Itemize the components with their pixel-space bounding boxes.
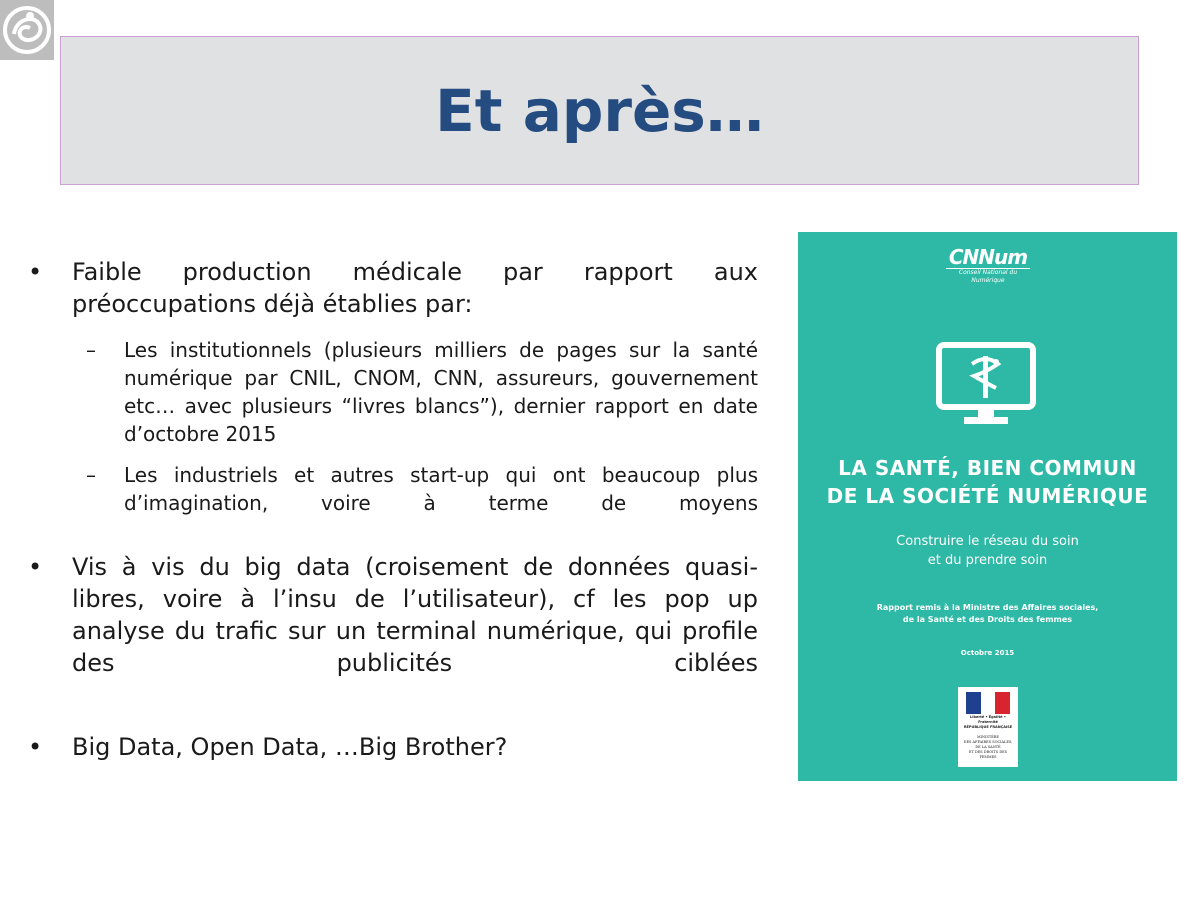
- cover-subtitle-line: et du prendre soin: [927, 553, 1048, 568]
- bullet-mark: •: [28, 733, 43, 761]
- ministry-name: [960, 735, 1016, 760]
- ministry-line: MINISTÈRE: [977, 735, 999, 739]
- ministry-logo: [958, 687, 1018, 767]
- cover-report-note: [798, 602, 1177, 626]
- bullet-item: [28, 256, 758, 320]
- sub-bullet-item: [28, 461, 758, 517]
- sub-bullet-mark: –: [86, 463, 96, 487]
- bullet-text: Vis à vis du big data (croisement de données quasi-libres, voire à l’insu de l’utilisateur), cf les pop up analyse du trafic sur un terminal numérique, qui profile des publicités ciblées: [72, 553, 758, 677]
- bullet-item: [28, 731, 758, 763]
- rf-motto: Liberté • Égalité • Fraternité: [970, 715, 1006, 724]
- monitor-caduceus-icon: [936, 342, 1036, 432]
- french-flag-icon: [966, 692, 1010, 714]
- bullet-mark: •: [28, 258, 43, 286]
- ministry-line: DE LA SANTÉ: [975, 745, 1001, 749]
- bullet-mark: •: [28, 553, 43, 581]
- ministry-line: ET DES DROITS DES FEMMES: [968, 750, 1008, 759]
- cover-date: Octobre 2015: [960, 649, 1015, 657]
- cover-title: [798, 454, 1177, 510]
- bullet-text: Big Data, Open Data, …Big Brother?: [72, 733, 508, 761]
- republique-francaise-label: [960, 715, 1016, 730]
- sub-bullet-mark: –: [86, 338, 96, 362]
- cnnum-logo-subtitle: Conseil National du Numérique: [946, 268, 1030, 285]
- cover-report-line: de la Santé et des Droits des femmes: [902, 615, 1073, 624]
- cover-subtitle-line: Construire le réseau du soin: [896, 534, 1079, 549]
- bullet-item: [28, 551, 758, 679]
- cover-title-line: LA SANTÉ, BIEN COMMUN: [838, 456, 1137, 480]
- cnnum-logo: [946, 246, 1030, 285]
- cover-subtitle: [798, 532, 1177, 570]
- title-banner: [60, 36, 1139, 185]
- slide-content: [28, 256, 758, 763]
- cnnum-logo-name: CNNum: [948, 245, 1028, 269]
- cover-report-line: Rapport remis à la Ministre des Affaires sociales,: [876, 603, 1099, 612]
- bullet-text: Faible production médicale par rapport aux préoccupations déjà établies par:: [72, 258, 758, 318]
- swirl-logo-icon: [0, 0, 54, 60]
- corner-logo: [0, 0, 54, 60]
- rf-name: RÉPUBLIQUE FRANÇAISE: [963, 725, 1013, 729]
- ministry-line: DES AFFAIRES SOCIALES,: [963, 740, 1013, 744]
- report-cover-image: [798, 232, 1177, 781]
- sub-bullet-item: [28, 336, 758, 448]
- cover-title-line: DE LA SOCIÉTÉ NUMÉRIQUE: [826, 484, 1149, 508]
- slide-title: Et après…: [435, 76, 764, 145]
- sub-bullet-text: Les institutionnels (plusieurs milliers de pages sur la santé numérique par CNIL, CNOM, CNN, assureurs, gouvernement etc… avec plusieurs “livres blancs”), dernier rapport en date d’octobre 2015: [124, 338, 758, 446]
- sub-bullet-text: Les industriels et autres start-up qui ont beaucoup plus d’imagination, voire à terme de moyens: [124, 463, 758, 515]
